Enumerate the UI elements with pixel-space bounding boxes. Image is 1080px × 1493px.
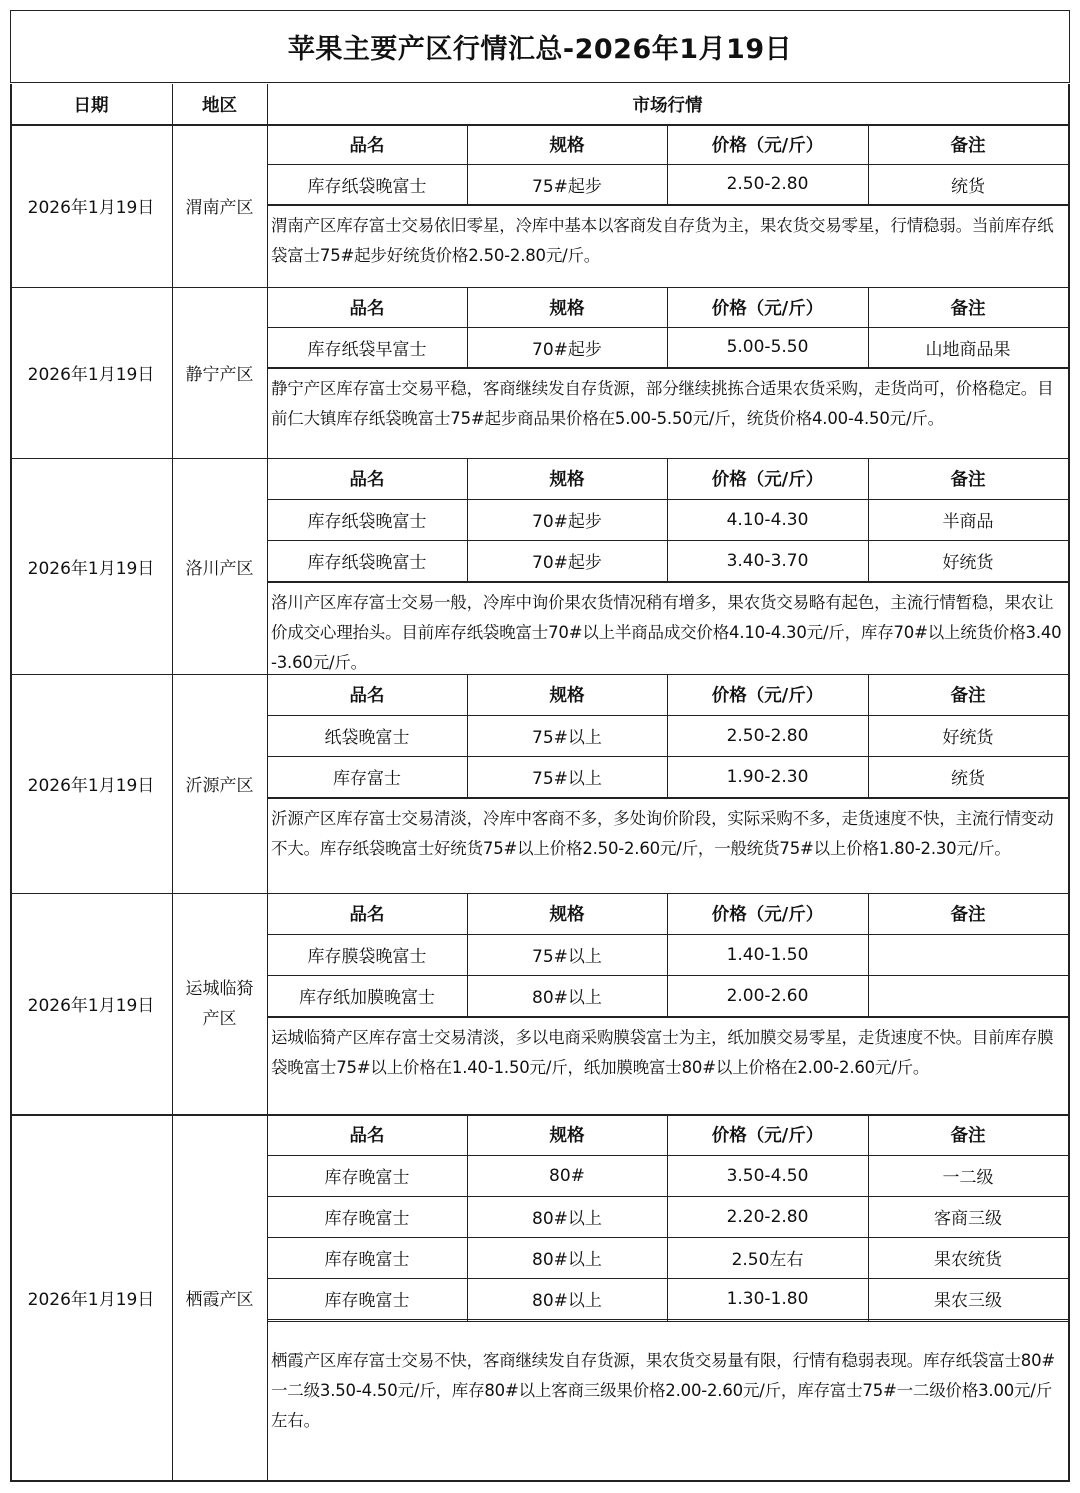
rows-area-bottom-line <box>267 582 1068 583</box>
row-spec: 80#以上 <box>532 1291 602 1311</box>
section-date: 2026年1月19日 <box>27 558 155 579</box>
row-name: 库存纸袋早富士 <box>307 339 427 360</box>
subheader-name: 品名 <box>349 135 385 156</box>
row-name: 库存晚富士 <box>324 1291 410 1311</box>
row-price: 1.30-1.80 <box>726 1288 809 1309</box>
row-remark: 好统货 <box>942 728 994 748</box>
spec-column-divider <box>467 893 468 1017</box>
subheader-name: 品名 <box>349 905 385 925</box>
row-spec: 80#以上 <box>532 1209 602 1229</box>
header-market: 市场行情 <box>632 95 703 116</box>
spec-column-divider <box>467 674 468 798</box>
section-date: 2026年1月19日 <box>27 1289 155 1310</box>
row-price: 5.00-5.50 <box>726 337 809 357</box>
row-remark: 果农三级 <box>934 1291 1002 1311</box>
subheader-price: 价格（元/斤） <box>711 470 824 490</box>
spec-column-divider <box>667 893 668 1017</box>
row-price: 2.00-2.60 <box>726 985 809 1006</box>
spec-column-divider <box>868 287 869 368</box>
subheader-price: 价格（元/斤） <box>711 135 824 156</box>
spec-column-divider <box>667 1114 668 1321</box>
row-spec: 75#起步 <box>532 176 602 197</box>
section-date: 2026年1月19日 <box>27 776 155 796</box>
row-name: 库存纸袋晚富士 <box>307 553 427 573</box>
subheader-name: 品名 <box>349 686 385 706</box>
header-region: 地区 <box>202 95 237 116</box>
row-name: 库存晚富士 <box>324 1250 410 1270</box>
row-price: 2.20-2.80 <box>726 1206 809 1227</box>
spec-column-divider <box>467 287 468 368</box>
row-spec: 75#以上 <box>532 947 602 967</box>
header-date: 日期 <box>73 95 109 116</box>
rows-area-bottom-line <box>267 205 1068 206</box>
spec-column-divider <box>667 287 668 368</box>
subheader-remark: 备注 <box>950 1126 986 1146</box>
row-price: 2.50-2.80 <box>726 174 809 194</box>
table-right-border <box>1068 84 1070 1480</box>
subheader-spec: 规格 <box>549 135 585 156</box>
section-region: 栖霞产区 <box>185 1289 254 1310</box>
subheader-spec: 规格 <box>549 686 585 706</box>
date-column-divider <box>172 84 173 1480</box>
row-price: 2.50-2.80 <box>726 725 809 746</box>
subheader-spec: 规格 <box>549 905 585 925</box>
row-name: 库存膜袋晚富士 <box>307 947 427 967</box>
row-name: 库存纸加膜晚富士 <box>299 988 435 1008</box>
subheader-price: 价格（元/斤） <box>711 298 824 319</box>
rows-area-bottom-line <box>267 368 1068 369</box>
row-price: 3.40-3.70 <box>726 550 809 571</box>
row-spec: 75#以上 <box>532 728 602 748</box>
row-remark: 山地商品果 <box>925 339 1011 360</box>
rows-area-bottom-line <box>267 798 1068 799</box>
spec-column-divider <box>868 1114 869 1321</box>
row-name: 库存晚富士 <box>324 1168 410 1188</box>
row-remark: 果农统货 <box>934 1250 1002 1270</box>
spec-column-divider <box>868 893 869 1017</box>
row-remark: 统货 <box>951 769 985 789</box>
row-name: 库存富士 <box>333 769 401 789</box>
row-remark: 统货 <box>951 176 985 197</box>
section-note: 栖霞产区库存富士交易不快，客商继续发自存货源，果农货交易量有限，行情有稳弱表现。库存纸袋富士80#一二级3.50-4.50元/斤，库存80#以上客商三级果价格2.00-2.60元/斤，库存富士75#一二级价格3.00元/斤左右。 <box>271 1351 1056 1430</box>
row-remark: 好统货 <box>942 553 994 573</box>
subheader-remark: 备注 <box>950 470 986 490</box>
row-name: 库存晚富士 <box>324 1209 410 1229</box>
row-remark: 半商品 <box>942 512 994 532</box>
row-name: 库存纸袋晚富士 <box>307 176 427 197</box>
spec-column-divider <box>467 1114 468 1321</box>
spec-column-divider <box>467 458 468 582</box>
section-region: 运城临猗产区 <box>185 978 254 1029</box>
subheader-remark: 备注 <box>950 135 986 156</box>
section-region: 渭南产区 <box>185 198 254 218</box>
subheader-price: 价格（元/斤） <box>711 686 824 706</box>
row-remark: 客商三级 <box>934 1209 1002 1229</box>
spec-column-divider <box>667 124 668 205</box>
subheader-spec: 规格 <box>549 470 585 490</box>
section-region: 静宁产区 <box>185 365 254 385</box>
spec-column-divider <box>667 674 668 798</box>
section-note: 沂源产区库存富士交易清淡，冷库中客商不多，多处询价阶段，实际采购不多，走货速度不快，主流行情变动不大。库存纸袋晚富士好统货75#以上价格2.50-2.60元/斤，一般统货75#以上价格1.80-2.30元/斤。 <box>271 809 1054 858</box>
subheader-name: 品名 <box>349 298 385 319</box>
row-remark <box>868 934 1068 975</box>
section-note: 洛川产区库存富士交易一般，冷库中询价果农货情况稍有增多，果农货交易略有起色，主流行情暂稳，果农让价成交心理抬头。目前库存纸袋晚富士70#以上半商品成交价格4.10-4.30元/斤，库存70#以上统货价格3.40-3.60元/斤。 <box>271 593 1062 672</box>
row-name: 库存纸袋晚富士 <box>307 512 427 532</box>
row-spec: 75#以上 <box>532 769 602 789</box>
subheader-price: 价格（元/斤） <box>711 1126 824 1146</box>
spec-column-divider <box>467 124 468 205</box>
subheader-spec: 规格 <box>549 1126 585 1146</box>
rows-area-bottom-line <box>267 1017 1068 1018</box>
section-region: 洛川产区 <box>185 558 254 579</box>
row-remark <box>868 975 1068 1016</box>
section-date: 2026年1月19日 <box>27 365 155 385</box>
row-price: 4.10-4.30 <box>726 509 809 530</box>
section-note: 渭南产区库存富士交易依旧零星，冷库中基本以客商发自存货为主，果农货交易零星，行情稳弱。当前库存纸袋富士75#起步好统货价格2.50-2.80元/斤。 <box>271 216 1054 265</box>
section-note: 静宁产区库存富士交易平稳，客商继续发自存货源，部分继续挑拣合适果农货采购，走货尚可，价格稳定。目前仁大镇库存纸袋晚富士75#起步商品果价格在5.00-5.50元/斤，统货价格4.00-4.50元/斤。 <box>271 379 1054 428</box>
row-spec: 80#以上 <box>532 1250 602 1270</box>
row-price: 1.90-2.30 <box>726 766 809 787</box>
row-remark: 一二级 <box>942 1168 994 1188</box>
row-price: 1.40-1.50 <box>726 944 809 965</box>
section-region: 沂源产区 <box>185 776 254 796</box>
subheader-spec: 规格 <box>549 298 585 319</box>
subheader-remark: 备注 <box>950 298 986 319</box>
subheader-price: 价格（元/斤） <box>711 905 824 925</box>
subheader-remark: 备注 <box>950 686 986 706</box>
row-name: 纸袋晚富士 <box>324 728 410 748</box>
subheader-name: 品名 <box>349 1126 385 1146</box>
subheader-remark: 备注 <box>950 905 986 925</box>
rows-area-bottom-line <box>267 1321 1068 1322</box>
section-note: 运城临猗产区库存富士交易清淡，多以电商采购膜袋富士为主，纸加膜交易零星，走货速度不快。目前库存膜袋晚富士75#以上价格在1.40-1.50元/斤，纸加膜晚富士80#以上价格在2.00-2.60元/斤。 <box>271 1028 1054 1077</box>
section-bottom-line <box>10 1480 1068 1481</box>
row-spec: 80# <box>549 1165 585 1186</box>
row-spec: 70#起步 <box>532 553 602 573</box>
spec-column-divider <box>868 124 869 205</box>
section-date: 2026年1月19日 <box>27 198 155 218</box>
spec-column-divider <box>868 458 869 582</box>
row-price: 2.50左右 <box>731 1250 804 1270</box>
section-date: 2026年1月19日 <box>27 996 155 1016</box>
subheader-name: 品名 <box>349 470 385 490</box>
row-spec: 70#起步 <box>532 339 602 360</box>
row-price: 3.50-4.50 <box>726 1165 809 1186</box>
spec-column-divider <box>667 458 668 582</box>
row-spec: 70#起步 <box>532 512 602 532</box>
page-title: 苹果主要产区行情汇总-2026年1月19日 <box>10 10 1070 83</box>
row-spec: 80#以上 <box>532 988 602 1008</box>
spec-column-divider <box>868 674 869 798</box>
